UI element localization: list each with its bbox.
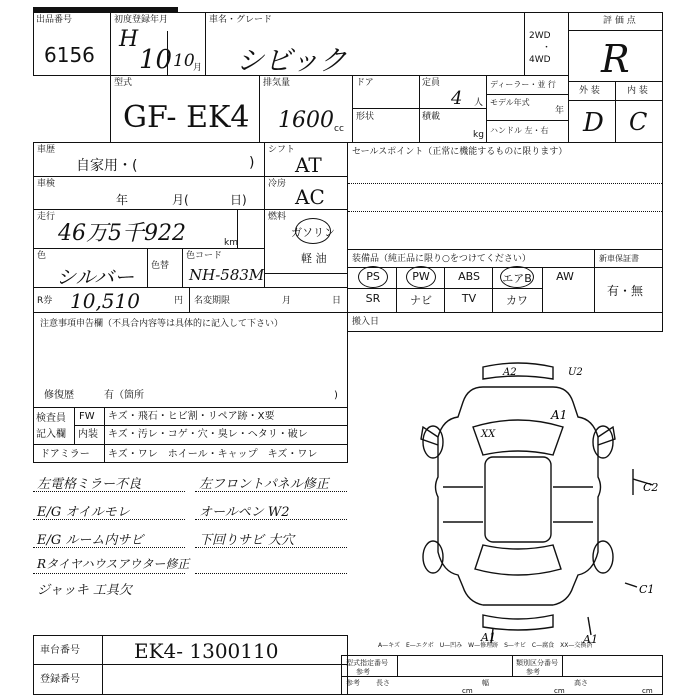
remark-left-2: E/G オイルモレ [37,505,130,520]
mark-c2: C2 [643,481,659,494]
mark-u2: U2 [568,367,583,378]
recycle-value: 10,510 [70,289,140,313]
score-label: 評 価 点 [603,16,636,26]
fuel-circle [295,218,331,244]
recycle-box [33,287,190,313]
insp-month: 月( [172,193,189,207]
chassis-label: 車台番号 [40,645,80,656]
front-left-wheel [423,426,443,458]
mark-xx: XX [481,429,496,440]
era: H [119,27,139,52]
fuel-label: 燃料 [268,212,287,222]
name-change-day: 日 [332,296,342,306]
arrival-box [347,312,663,332]
color-code-box [182,248,265,288]
fuel-diesel: 軽 油 [301,252,327,265]
mileage-label: 走行 [37,212,56,222]
notes-title: 注意事項申告欄（不具合内容等は具体的に記入して下さい） [40,319,284,329]
equipment-box [347,249,595,313]
inspector-mirror-text: キズ・ワレ ホイール・キャップ キズ・ワレ [108,449,318,460]
mileage-unit: km [224,238,238,248]
inspector-label-1: 検査員 [36,413,66,424]
fuel-box [264,209,348,274]
recycle-label: R券 [37,296,53,306]
shape-label: 形状 [356,112,375,122]
history-close: ) [249,155,255,171]
color-code-value: NH-583M [189,266,265,284]
score-value: R [601,37,630,81]
category-ref: 参考 [526,668,540,676]
rear-window [475,545,561,575]
front-right-wheel [593,426,613,458]
model-box [110,75,260,143]
color-box [33,248,148,288]
cc-value: 1600 [278,108,334,133]
spec-box [341,655,663,695]
height-unit: cm [642,687,653,695]
equip-ps: PS [366,270,380,283]
mark-a1-roof: A1 [551,408,568,422]
inspector-fw-text: キズ・飛石・ヒビ割・リペア跡・X要 [108,411,275,422]
inspection-label: 車検 [37,179,56,189]
warranty-box [594,249,663,313]
chassis-box [33,635,348,665]
remark-left-4: Rタイヤハウスアウター修正 [37,557,190,571]
drive-4wd: 4WD [529,55,551,65]
equip-tv: TV [461,292,477,305]
exterior-label: 外 装 [579,86,600,96]
remark-left-1: 左電格ミラー不良 [37,477,142,492]
mileage-value: 46万5千922 [58,221,186,246]
color-change-label: 色替 [151,261,170,271]
chassis-number: EK4- 1300110 [134,639,279,663]
interior-score: C [629,108,648,136]
remark-right-3: 下回りサビ 大穴 [199,533,295,548]
history-box [33,142,265,177]
dealer-label: ディーラー・並 行 [490,80,556,89]
equip-airbag: エアB [502,272,532,285]
equip-pw: PW [412,270,430,283]
model-year-unit: 年 [555,106,565,116]
model-label: 型式 [114,78,133,88]
interior-label: 内 装 [627,86,648,96]
formal-reg-ref: 参考 [356,668,370,676]
history-label: 車歴 [37,145,56,155]
rear-bumper [483,615,553,630]
dealer-box [486,75,569,143]
car-label: 車名・グレード [209,15,273,25]
category-label: 類別区分番号 [516,659,558,667]
shift-value: AT [295,153,322,177]
car-name-box [205,12,525,76]
width-unit: cm [554,687,565,695]
notes-box [33,312,348,408]
car-name: シビック [236,44,347,77]
cc-unit: cc [334,124,344,134]
inspector-box [33,407,348,463]
length-unit: cm [462,687,473,695]
fuel-gasoline: ガソリン [291,226,335,239]
width-label: 幅 [482,679,489,687]
capacity-unit: 人 [474,98,484,108]
shift-label: シフト [268,145,296,155]
remark-left-3: E/G ルーム内サビ [37,533,144,548]
remark-left-5: ジャッキ 工具欠 [37,583,132,598]
remark-right-2: オールペン W2 [199,505,290,520]
reg-year: 10 [139,45,173,75]
formal-reg-label: 型式指定番号 [346,659,388,667]
name-change-box [189,287,348,313]
inspection-box [33,176,265,210]
repair-value: 有（箇所 [104,390,144,401]
sales-point-label: セールスポイント（正常に機能するものに限ります） [352,147,568,157]
repair-close: ) [334,390,338,401]
yen-unit: 円 [174,296,184,306]
equipment-label: 装備品（純正品に限り○をつけてください） [352,254,531,264]
model-year-label: モデル年式 [490,98,530,107]
inspector-mirror-key: ドアミラー [40,449,90,460]
drive-box [524,12,569,76]
capacity-label: 定員 [422,78,441,88]
history-value: 自家用・( [76,158,138,174]
load-unit: kg [473,130,484,140]
registration-box [33,664,348,695]
shift-box [264,142,348,177]
mark-c1: C1 [639,583,655,596]
warranty-value: 有・無 [607,284,644,298]
lot-number-label: 出品番号 [36,15,73,25]
color-change-box [147,248,183,288]
equip-leather: カワ [506,294,528,307]
inspector-interior-text: キズ・汚レ・コゲ・穴・臭レ・ヘタリ・破レ [108,429,308,440]
name-change-month: 月 [282,296,292,306]
first-reg-label: 初度登録年月 [114,15,169,25]
drive-dot: ・ [542,43,552,53]
damage-legend: A—キズ E—エクボ U—凹み W—修理跡 S—サビ C—腐食 XX—交換済 [378,642,593,649]
registration-label: 登録番号 [40,674,80,685]
warranty-label: 新車保証書 [599,254,639,263]
inspector-interior-key: 内装 [78,429,98,440]
drive-2wd: 2WD [529,31,551,41]
reg-month: 10 [173,51,195,71]
score-box [568,12,663,82]
inspector-fw-key: FW [79,411,95,422]
color-label: 色 [37,251,47,261]
insp-day: 日) [230,193,247,207]
circle-airbag [500,266,534,288]
exterior-score: D [583,108,604,138]
lot-number: 6156 [44,43,95,67]
ext-int-box [568,81,663,143]
model-code: GF- EK4 [123,100,250,135]
arrival-label: 搬入日 [352,317,380,327]
door-label: ドア [356,78,374,88]
sales-point-box [347,142,663,250]
cc-box [259,75,353,143]
month-unit: 月 [193,63,203,73]
name-change-label: 名変期限 [194,296,231,306]
repair-label: 修復歴 [44,390,74,401]
equip-aw: AW [556,270,574,283]
remark-right-1: 左フロントパネル修正 [199,477,329,492]
mark-a1-left: A1 [481,631,496,644]
cc-label: 排気量 [263,78,291,88]
car-damage-diagram [363,347,663,647]
circle-pw [406,266,436,288]
equip-sr: SR [365,292,381,305]
cooling-label: 冷房 [268,179,287,189]
circle-ps [358,266,388,288]
cooling-value: AC [295,185,325,209]
equip-navi: ナビ [410,294,432,307]
handle-label: ハンドル 左・右 [490,126,549,135]
mark-a1-right: A1 [583,633,598,646]
length-label: 長さ [376,679,390,687]
front-bumper [483,363,553,379]
color-code-label: 色コード [186,251,223,261]
load-label: 積載 [422,112,441,122]
roof [485,457,551,542]
insp-year: 年 [116,193,129,207]
mark-a2: A2 [503,367,517,378]
mileage-box [33,209,238,249]
auction-sheet [33,7,663,695]
equip-abs: ABS [458,270,480,283]
lot-number-box [33,12,111,76]
cooling-box [264,176,348,210]
spec-ref: 参考 [346,679,360,687]
height-label: 高さ [574,679,588,687]
capacity-value: 4 [451,88,463,109]
color-value: シルバー [56,265,135,289]
door-shape-box [352,75,487,143]
first-registration-box [110,12,206,76]
remarks-area [33,467,363,607]
inspector-label-2: 記入欄 [36,429,66,440]
